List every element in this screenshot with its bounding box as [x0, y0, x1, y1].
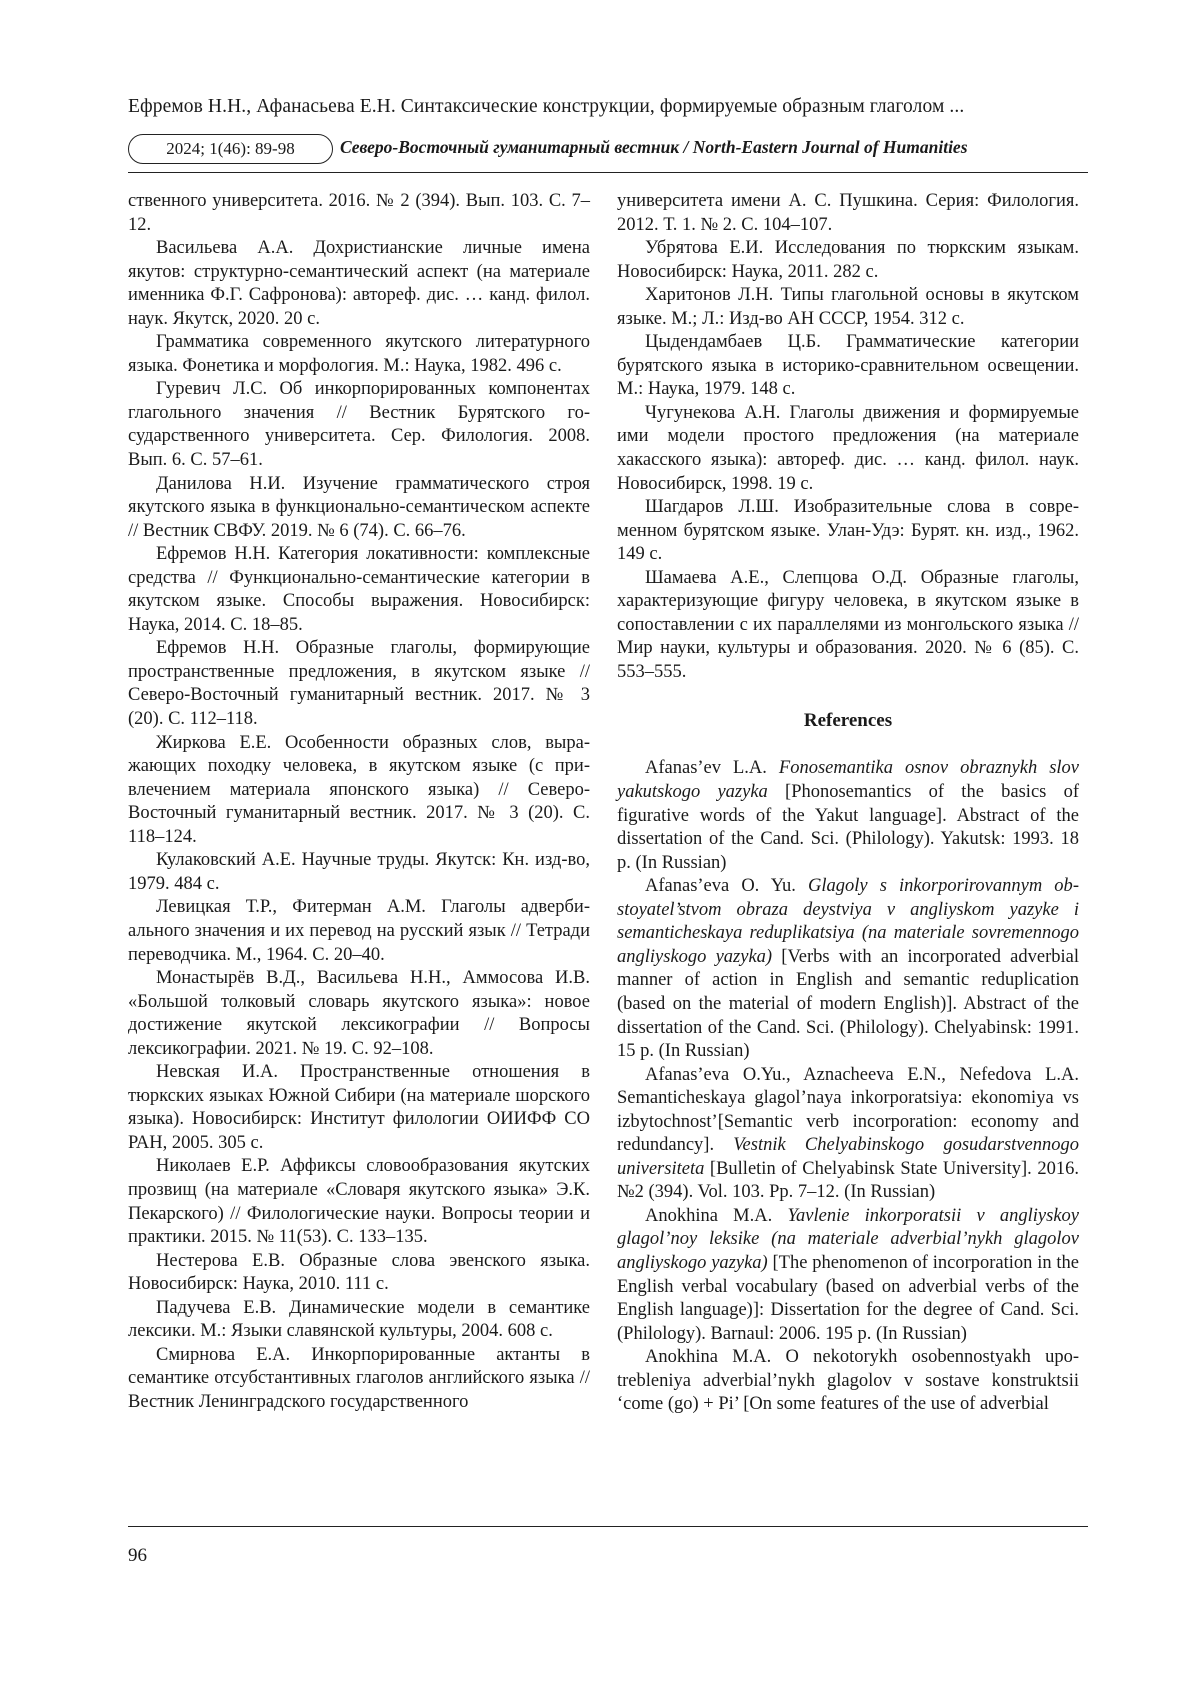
- reference-title: Vestnik Chelyabinskogo gosudarstvennogo universiteta: [617, 1135, 1079, 1179]
- reference-item: Шамаева А.Е., Слепцова О.Д. Образные глаголы, характеризующие фигуру человека, в якутском языке в сопоставлении с их параллелями из монгольского языка // Мир науки, культуры и образования. 2020. № 6 (85). С. 553–555.: [617, 567, 1079, 682]
- reference-item: Данилова Н.И. Изучение грамматического строя якутского языка в функционально-семантическом аспекте // Вестник СВФУ. 2019. № 6 (74). С. 66–76.: [128, 473, 590, 541]
- reference-item: Смирнова Е.А. Инкорпорированные актанты в семантике отсубстантивных глаголов английского языка // Вестник Ленинградского государственного: [128, 1344, 590, 1412]
- reference-item: Грамматика современного якутского литературного языка. Фонетика и морфология. М.: Наука, 1982. 496 с.: [128, 332, 590, 376]
- reference-item: Ефремов Н.Н. Образные глаголы, формирующие пространственные предложения, в якутском языке // Северо-Восточный гуманитарный вестник. 2017. № 3 (20). С. 112–118.: [128, 638, 590, 730]
- reference-item: Левицкая Т.Р., Фитерман А.М. Глаголы адвербиального значения и их перевод на русский язык // Тетради переводчика. М., 1964. С. 20–40.: [128, 897, 590, 965]
- reference-item-en: [617, 1346, 1079, 1417]
- reference-details: [The phenomenon of incorporation in the English verbal vocabulary (based on adverbial verbs of the English language)]: Dissertation for the degree of Cand. Sci. (Philology). Barnaul: 2006. 195 p. (In Russian): [617, 1252, 1079, 1344]
- reference-item: Жиркова Е.Е. Особенности образных слов, выражающих походку человека, в якутском языке (с привлечением материала японского языка) // Северо-Восточный гуманитарный вестник. 2017. № 3 (20). С. 118–124.: [128, 732, 590, 847]
- reference-item-en: [617, 1064, 1079, 1205]
- reference-title: Fonosemantika osnov obraznykh slov yakutskogo yazyka: [617, 758, 1079, 803]
- reference-author: Anokhina M.A. O nekotorykh osobennostyakh upotrebleniya adverbial’nykh glagolov v sostave konstruktsii ‘come (go) + Pi’ [On some features of the use of adverbial: [617, 1347, 1079, 1415]
- footer-divider: [128, 1526, 1088, 1527]
- page-number: 96: [128, 1545, 147, 1566]
- reference-author: Afanas’ev L.A.: [645, 758, 779, 779]
- reference-item: ственного университета. 2016. № 2 (394). Вып. 103. С. 7–12.: [128, 191, 590, 235]
- reference-author: Afanas’eva O.Yu., Aznacheeva E.N., Nefedova L.A. Semanticheskaya glagol’naya inkorporatsiya: ekonomiya vs izbytochnost’[Semantic verb incorporation: economy and redundancy].: [617, 1064, 1079, 1156]
- reference-details: [Verbs with an incorporated adverbial manner of action in English and semantic reduplication (based on the material of modern English)]. Abstract of the dissertation of the Cand. Sci. (Philology). Chelyabinsk: 1991. 15 p. (In Russian): [617, 946, 1079, 1062]
- header-divider: [128, 172, 1088, 173]
- reference-item-en: [617, 875, 1079, 1063]
- reference-item-en: [617, 1205, 1079, 1346]
- reference-item-en: [617, 757, 1079, 875]
- references-heading: References: [803, 710, 893, 732]
- running-title: Ефремов Н.Н., Афанасьева Е.Н. Синтаксические конструкции, формируемые образным глаголом ...: [128, 96, 965, 117]
- reference-title: Glagoly s inkorporirovannym obstoyatel’stvom obraza deystviya v angliyskom yazyke i semanticheskaya reduplikatsiya (na materiale sovremennogo angliyskogo yazyka): [617, 876, 1079, 967]
- reference-item: Убрятова Е.И. Исследования по тюркским языкам. Новосибирск: Наука, 2011. 282 с.: [617, 238, 1079, 282]
- reference-item: Шагдаров Л.Ш. Изобразительные слова в современном бурятском языке. Улан-Удэ: Бурят. кн. изд., 1962. 149 с.: [617, 497, 1079, 565]
- reference-item: Цыдендамбаев Ц.Б. Грамматические категории бурятского языка в историко-сравнительном освещении. М.: Наука, 1979. 148 с.: [617, 332, 1079, 400]
- reference-item: Кулаковский А.Е. Научные труды. Якутск: Кн. изд-во, 1979. 484 с.: [128, 850, 590, 894]
- reference-title: Yavlenie inkorporatsii v angliyskoy glagol’noy leksike (na materiale adverbial’nykh glagolov angliyskogo yazyka): [617, 1205, 1079, 1273]
- reference-details: [Bulletin of Chelyabinsk State University]. 2016. №2 (394). Vol. 103. Pp. 7–12. (In Russian): [617, 1158, 1079, 1203]
- left-column: [128, 190, 590, 1414]
- journal-header: [128, 134, 1088, 166]
- reference-item: Николаев Е.Р. Аффиксы словообразования якутских прозвищ (на материале «Словаря якутского языка» Э.К. Пекарского) // Филологические науки. Вопросы теории и практики. 2015. № 11(53). С. 133–135.: [128, 1156, 590, 1248]
- reference-item: Гуревич Л.С. Об инкорпорированных компонентах глагольного значения // Вестник Бурятского государственного университета. Сер. Филология. 2008. Вып. 6. С. 57–61.: [128, 379, 590, 471]
- reference-item: Нестерова Е.В. Образные слова эвенского языка. Новосибирск: Наука, 2010. 111 с.: [128, 1250, 590, 1295]
- reference-item: Васильева А.А. Дохристианские личные имена якутов: структурно-семантический аспект (на материале именника Ф.Г. Сафронова): автореф. дис. … канд. филол. наук. Якутск, 2020. 20 с.: [128, 238, 590, 329]
- reference-item: Монастырёв В.Д., Васильева Н.Н., Аммосова И.В. «Большой толковый словарь якутского языка»: новое достижение якутской лексикографии // Вопросы лексикографии. 2021. № 19. С. 92–108.: [128, 968, 590, 1059]
- reference-item: Чугунекова А.Н. Глаголы движения и формируемые ими модели простого предложения (на материале хакасского языка): автореф. дис. … канд. филол. наук. Новосибирск, 1998. 19 с.: [617, 402, 1079, 494]
- right-column: [617, 190, 1079, 1417]
- reference-details: [Phonosemantics of the basics of figurative words of the Yakut language]. Abstract of the dissertation of the Cand. Sci. (Philology). Yakutsk: 1993. 18 p. (In Russian): [617, 782, 1079, 873]
- reference-item: Падучева Е.В. Динамические модели в семантике лексики. М.: Языки славянской культуры, 2004. 608 с.: [128, 1297, 590, 1342]
- reference-author: Anokhina M.A.: [645, 1205, 788, 1226]
- reference-item: Харитонов Л.Н. Типы глагольной основы в якутском языке. М.; Л.: Изд-во АН СССР, 1954. 312 с.: [617, 285, 1079, 329]
- issue-badge: 2024; 1(46): 89-98: [128, 134, 333, 164]
- reference-item: Ефремов Н.Н. Категория локативности: комплексные средства // Функционально-семантические категории в якутском языке. Способы выражения. Новосибирск: Наука, 2014. С. 18–85.: [128, 544, 590, 635]
- reference-item: Невская И.А. Пространственные отношения в тюркских языках Южной Сибири (на материале шорского языка). Новосибирск: Институт филологии ОИИФФ СО РАН, 2005. 305 с.: [128, 1062, 590, 1153]
- journal-title: Северо-Восточный гуманитарный вестник / North-Eastern Journal of Humanities: [340, 137, 968, 157]
- reference-item: университета имени А. С. Пушкина. Серия: Филология. 2012. Т. 1. № 2. С. 104–107.: [617, 191, 1079, 235]
- reference-author: Afanas’eva O. Yu.: [645, 876, 809, 897]
